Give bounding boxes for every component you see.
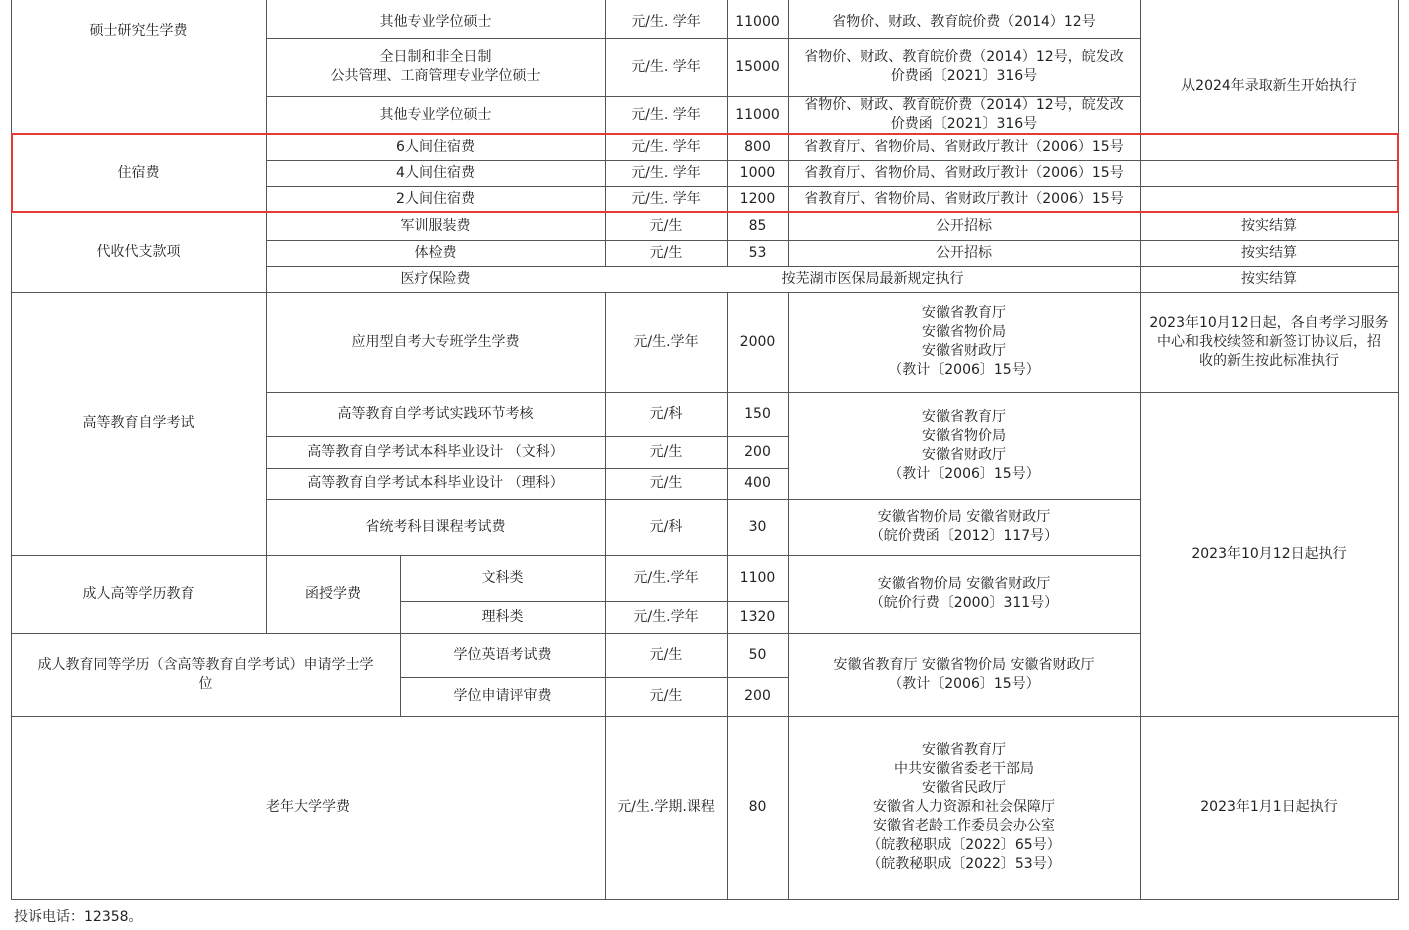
item-unit: 元/生. 学年	[631, 106, 701, 123]
item-merged-note: 按芜湖市医保局最新规定执行	[781, 270, 964, 287]
item-unit: 元/生. 学年	[631, 190, 701, 207]
item-name: 2人间住宿费	[396, 190, 475, 207]
item-name: 理科类	[481, 608, 524, 625]
item-unit: 元/生	[649, 646, 683, 663]
item-unit: 元/生. 学年	[631, 138, 701, 155]
item-basis: 省物价、财政、教育皖价费（2014）12号，皖发改 价费函〔2021〕316号	[804, 49, 1124, 84]
item-unit: 元/生.学期.课程	[617, 799, 715, 815]
item-unit: 元/生. 学年	[631, 164, 701, 181]
item-amount: 85	[748, 217, 767, 234]
item-note: 按实结算	[1241, 217, 1297, 234]
item-basis: 安徽省物价局 安徽省财政厅 （皖价费函〔2012〕117号）	[869, 509, 1059, 544]
item-basis: 公开招标	[936, 217, 992, 234]
item-amount: 15000	[735, 58, 780, 75]
item-name: 全日制和非全日制 公共管理、工商管理专业学位硕士	[330, 49, 541, 84]
item-amount: 1200	[739, 190, 776, 207]
item-basis: 省教育厅、省物价局、省财政厅教计（2006）15号	[804, 164, 1124, 181]
category-master-tuition: 硕士研究生学费	[89, 22, 188, 39]
item-name: 文科类	[481, 569, 524, 586]
item-name: 学位申请评审费	[453, 688, 552, 704]
item-name: 高等教育自学考试本科毕业设计 （理科）	[307, 475, 564, 491]
item-name: 学位英语考试费	[453, 646, 552, 663]
item-amount: 53	[748, 244, 767, 261]
item-amount: 1320	[739, 608, 776, 625]
item-unit: 元/生. 学年	[631, 58, 701, 75]
category-adult-education: 成人高等学历教育	[82, 585, 195, 602]
category-degree-application: 成人教育同等学历（含高等教育自学考试）申请学士学 位	[37, 656, 374, 692]
grid-line	[11, 899, 1399, 900]
item-basis: 安徽省物价局 安徽省财政厅 （皖价行费〔2000〕311号）	[869, 576, 1059, 611]
item-unit: 元/科	[649, 518, 683, 535]
item-amount: 80	[748, 799, 767, 815]
item-unit: 元/生	[649, 688, 683, 704]
item-amount: 200	[744, 443, 771, 460]
item-amount: 11000	[735, 13, 780, 30]
note-master: 从2024年录取新生开始执行	[1181, 77, 1357, 94]
item-basis: 安徽省教育厅 安徽省物价局 安徽省财政厅 （教计〔2006〕15号）	[888, 305, 1040, 378]
category-housing: 住宿费	[117, 164, 160, 181]
category-senior-university: 老年大学学费	[266, 799, 350, 815]
item-amount: 11000	[735, 106, 780, 123]
item-basis: 省物价、财政、教育皖价费（2014）12号	[832, 13, 1096, 30]
item-name: 6人间住宿费	[396, 138, 475, 155]
item-amount: 150	[744, 405, 771, 422]
item-unit: 元/生	[649, 475, 683, 491]
item-name: 省统考科目课程考试费	[365, 518, 506, 535]
item-basis: 省物价、财政、教育皖价费（2014）12号，皖发改 价费函〔2021〕316号	[804, 97, 1124, 132]
grid-line	[1398, 0, 1399, 900]
item-amount: 400	[744, 475, 771, 491]
item-basis: 安徽省教育厅 中共安徽省委老干部局 安徽省民政厅 安徽省人力资源和社会保障厅 安徽省老龄工作委员会办公室 （皖教秘职成〔2022〕65号） （皖教秘职成〔2022〕53号）	[867, 742, 1061, 872]
item-basis: 安徽省教育厅 安徽省物价局 安徽省财政厅 （教计〔2006〕15号）	[888, 408, 1040, 482]
item-unit: 元/生	[649, 443, 683, 460]
item-basis: 公开招标	[936, 244, 992, 261]
item-amount: 1100	[739, 569, 776, 586]
item-basis: 省教育厅、省物价局、省财政厅教计（2006）15号	[804, 190, 1124, 207]
subcategory-correspondence: 函授学费	[305, 585, 361, 602]
item-name: 体检费	[414, 244, 457, 261]
item-name: 军训服装费	[400, 217, 471, 234]
item-note: 按实结算	[1241, 244, 1297, 261]
item-name: 高等教育自学考试本科毕业设计 （文科）	[307, 443, 564, 460]
item-amount: 200	[744, 688, 771, 704]
item-basis: 安徽省教育厅 安徽省物价局 安徽省财政厅 （教计〔2006〕15号）	[833, 656, 1095, 692]
item-name: 其他专业学位硕士	[379, 13, 492, 30]
item-amount: 30	[748, 518, 767, 535]
item-unit: 元/生.学年	[633, 333, 699, 350]
complaint-phone: 投诉电话：12358。	[14, 909, 143, 925]
item-name: 医疗保险费	[400, 270, 471, 287]
item-amount: 50	[748, 646, 767, 663]
item-note: 按实结算	[1241, 270, 1297, 287]
category-self-study: 高等教育自学考试	[82, 415, 195, 431]
item-name: 应用型自考大专班学生学费	[351, 333, 520, 350]
item-name: 高等教育自学考试实践环节考核	[337, 405, 534, 422]
item-amount: 1000	[739, 164, 776, 181]
item-amount: 800	[744, 138, 771, 155]
item-name: 其他专业学位硕士	[379, 106, 492, 123]
note-execution-date: 2023年10月12日起执行	[1191, 545, 1347, 562]
item-unit: 元/科	[649, 405, 683, 422]
note-senior: 2023年1月1日起执行	[1200, 799, 1338, 815]
item-basis: 省教育厅、省物价局、省财政厅教计（2006）15号	[804, 138, 1124, 155]
category-agency-fees: 代收代支款项	[96, 243, 181, 260]
item-unit: 元/生	[649, 217, 683, 234]
item-note: 2023年10月12日起，各自考学习服务 中心和我校续签和新签订协议后，招 收的新生按此标准执行	[1149, 314, 1389, 369]
item-amount: 2000	[739, 333, 776, 350]
item-unit: 元/生.学年	[633, 569, 699, 586]
item-name: 4人间住宿费	[396, 164, 475, 181]
item-unit: 元/生.学年	[633, 608, 699, 625]
item-unit: 元/生	[649, 244, 683, 261]
item-unit: 元/生. 学年	[631, 13, 701, 30]
